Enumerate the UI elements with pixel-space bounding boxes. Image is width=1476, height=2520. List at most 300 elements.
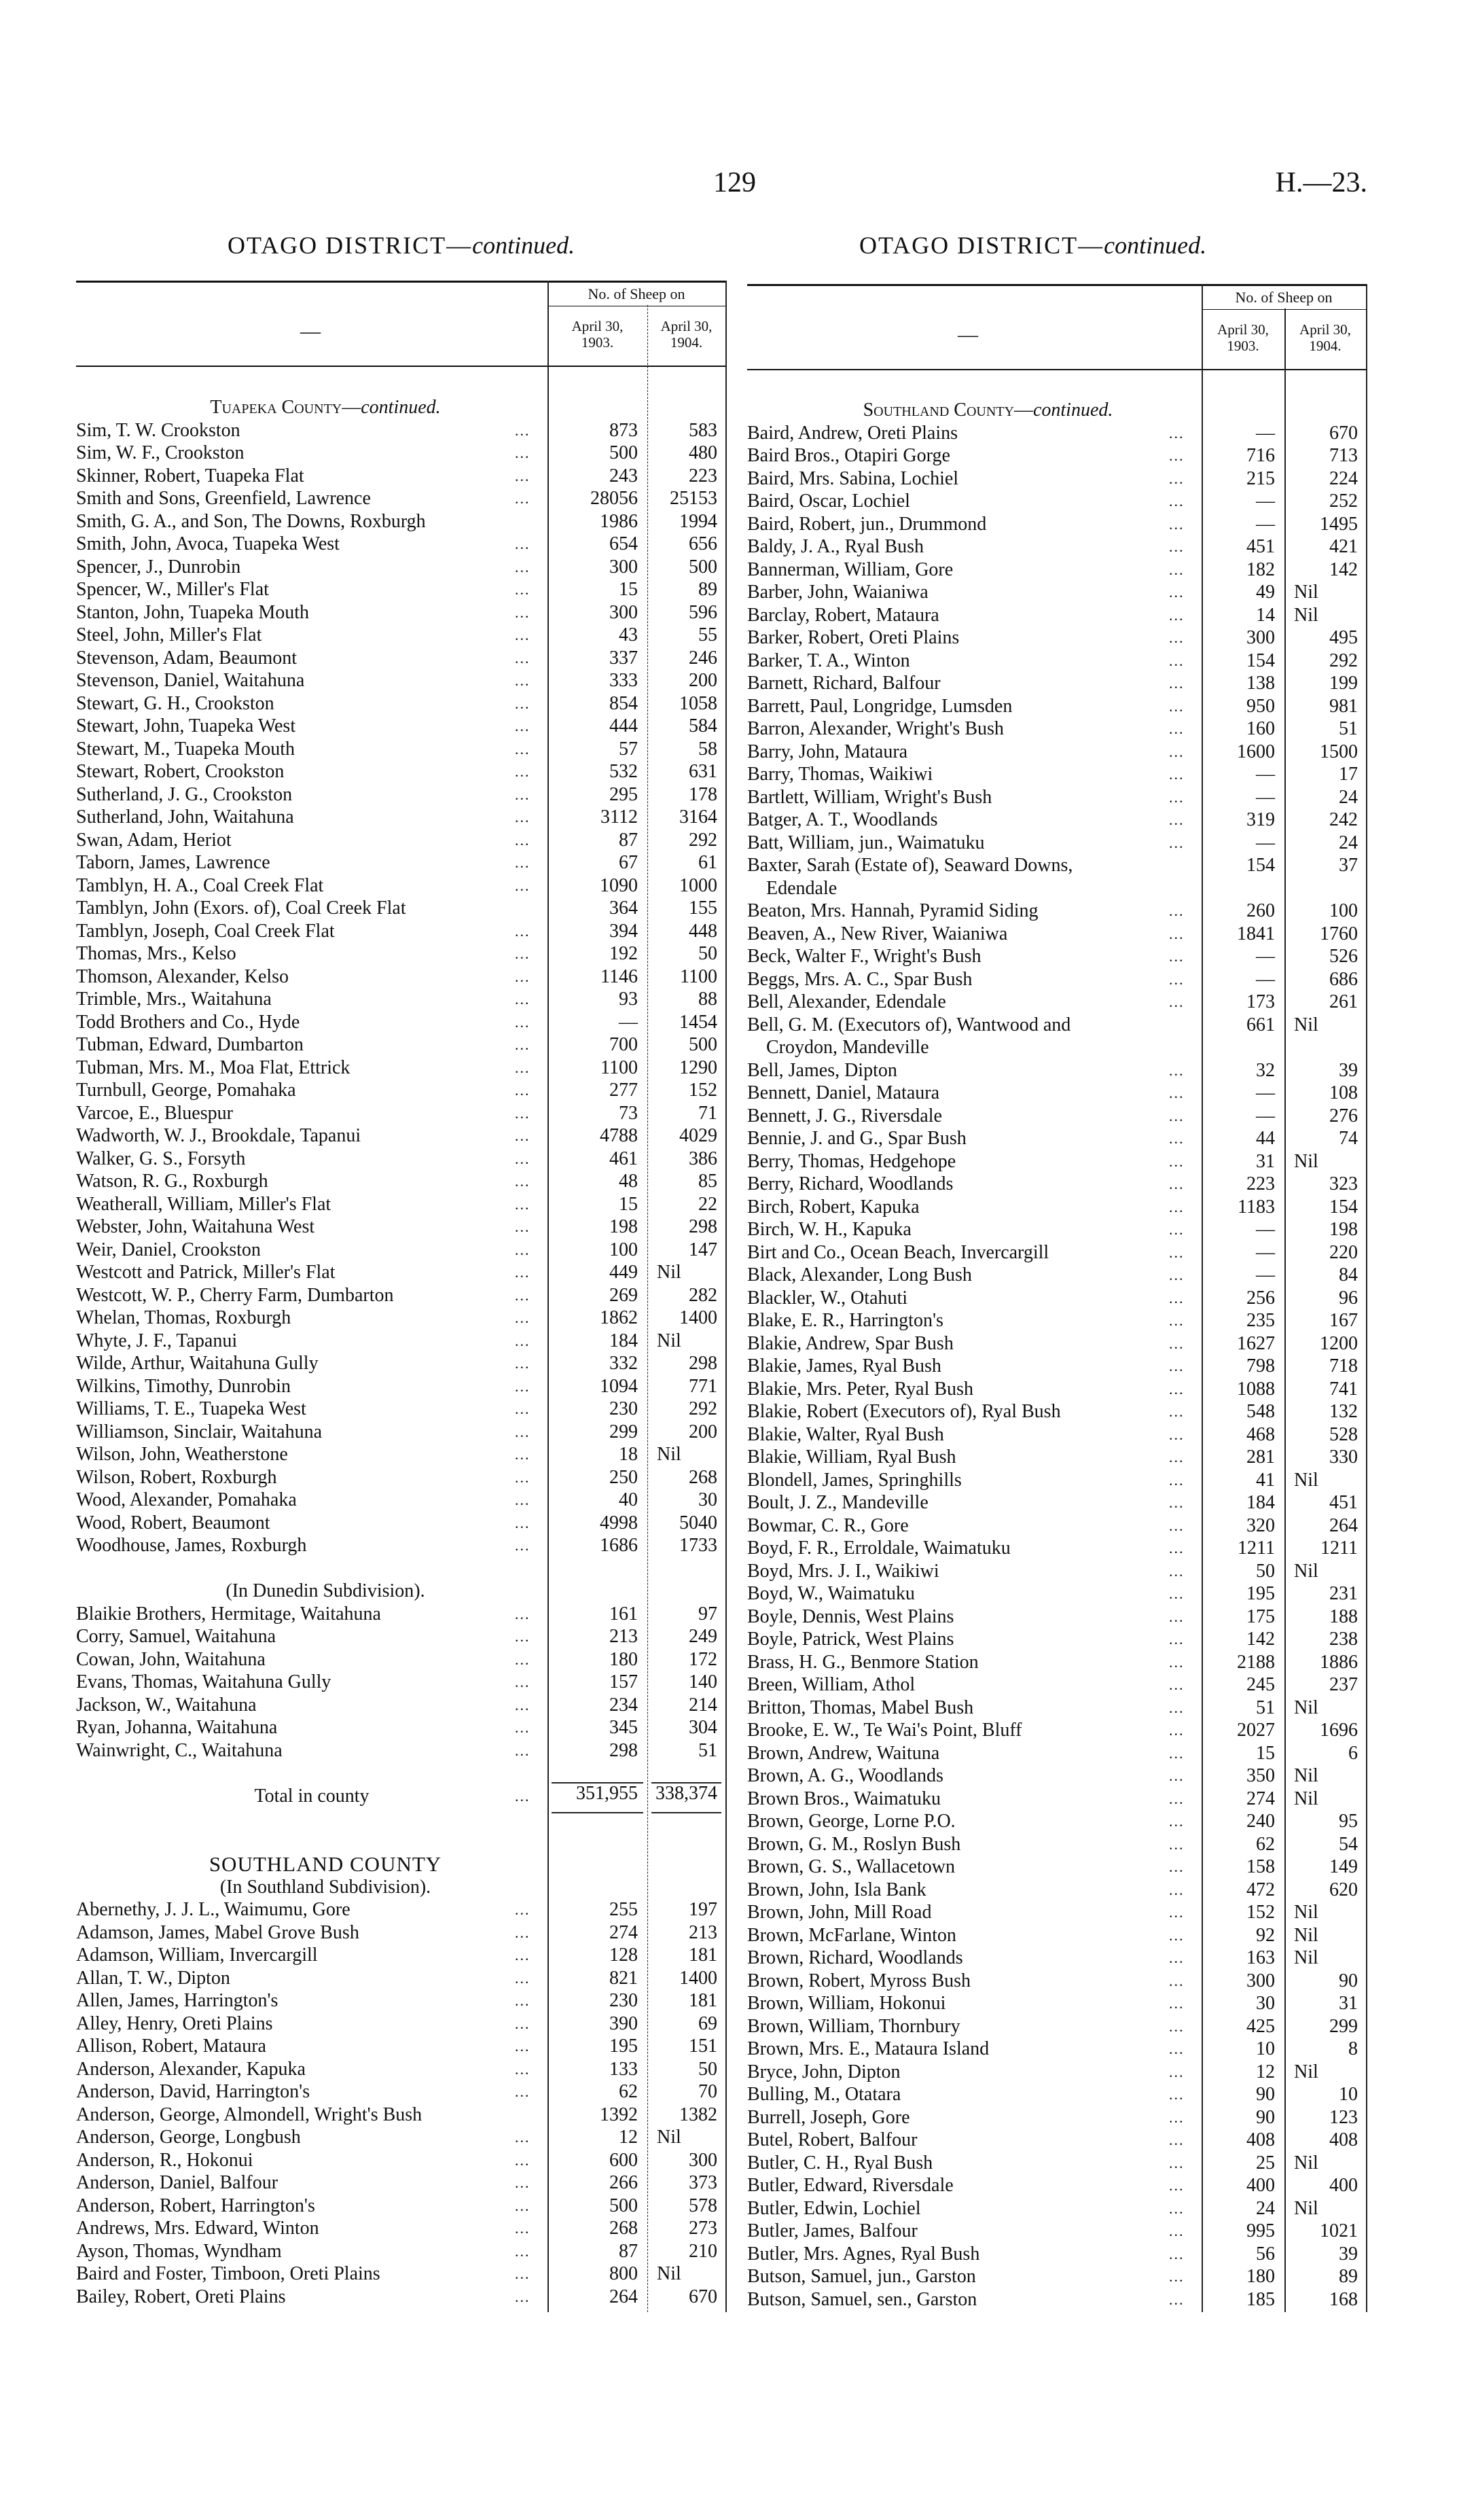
leader-dots: ... bbox=[515, 2242, 530, 2260]
table-row bbox=[76, 1625, 725, 1648]
sheep-1903: 1090 bbox=[600, 874, 638, 896]
leader-dots: ... bbox=[1169, 675, 1185, 692]
leader-dots: ... bbox=[1169, 1608, 1185, 1625]
entry-name bbox=[76, 1694, 547, 1717]
table-row bbox=[747, 2265, 1366, 2288]
leader-dots: ... bbox=[515, 1400, 530, 1417]
sheep-1904: 140 bbox=[689, 1671, 717, 1692]
table-row bbox=[747, 2129, 1366, 2152]
table-row bbox=[76, 669, 725, 692]
sheep-1904: 292 bbox=[1329, 650, 1358, 671]
table-row bbox=[76, 738, 725, 761]
holder-name: Woodhouse, James, Roxburgh bbox=[76, 1535, 307, 1556]
sheep-1904: 273 bbox=[689, 2218, 717, 2239]
entry-name bbox=[747, 1673, 1202, 1697]
sheep-1904: 1994 bbox=[679, 510, 717, 532]
holder-name: Wilson, John, Weatherstone bbox=[76, 1444, 288, 1465]
table-row bbox=[747, 1628, 1366, 1651]
table-row bbox=[747, 1833, 1366, 1856]
sheep-1904: 1211 bbox=[1320, 1538, 1358, 1559]
sheep-1904: 338,374 bbox=[655, 1782, 717, 1804]
sheep-1903: — bbox=[1256, 1105, 1275, 1126]
column-header-1904 bbox=[647, 307, 725, 364]
sheep-1904: 210 bbox=[689, 2240, 717, 2262]
table-row bbox=[747, 1537, 1366, 1560]
table-row bbox=[747, 604, 1366, 627]
leader-dots: ... bbox=[515, 1741, 530, 1759]
leader-dots: ... bbox=[1169, 1881, 1185, 1898]
table-row bbox=[76, 1989, 725, 2012]
sheep-1904: Nil bbox=[657, 2127, 681, 2148]
table-row bbox=[747, 1287, 1366, 1310]
entry-name bbox=[747, 626, 1202, 650]
table-row bbox=[76, 419, 725, 442]
holder-name: Boult, J. Z., Mandeville bbox=[747, 1492, 929, 1513]
table-row bbox=[747, 558, 1366, 582]
holder-name: Anderson, Daniel, Balfour bbox=[76, 2172, 278, 2193]
sheep-1903: 213 bbox=[609, 1626, 638, 1647]
sheep-1903: 500 bbox=[609, 442, 638, 463]
header-line: April 30, bbox=[1299, 321, 1351, 338]
holder-name: Wadworth, W. J., Brookdale, Tapanui bbox=[76, 1125, 361, 1146]
table-row bbox=[747, 2083, 1366, 2106]
sheep-1903: 87 bbox=[619, 829, 638, 851]
entry-name bbox=[76, 487, 547, 510]
column-header-1904 bbox=[1284, 310, 1366, 368]
leader-dots: ... bbox=[515, 809, 530, 826]
entry-name bbox=[747, 1378, 1202, 1401]
blank-row bbox=[76, 1830, 725, 1853]
entry-name bbox=[76, 1375, 547, 1398]
entry-name bbox=[76, 1239, 547, 1262]
table-row bbox=[747, 650, 1366, 673]
sheep-1904: Nil bbox=[1294, 1560, 1318, 1582]
sheep-1903: 62 bbox=[619, 2081, 638, 2102]
sheep-1903: 195 bbox=[609, 2036, 638, 2057]
entry-name bbox=[76, 1921, 547, 1945]
table-row bbox=[76, 2058, 725, 2081]
table-row bbox=[747, 1491, 1366, 1514]
table-row bbox=[747, 1673, 1366, 1697]
entry-name bbox=[747, 1697, 1202, 1720]
leader-dots: ... bbox=[515, 2129, 530, 2146]
table-row bbox=[76, 1307, 725, 1330]
sheep-1903: — bbox=[619, 1011, 638, 1033]
holder-name: Butler, C. H., Ryal Bush bbox=[747, 2152, 933, 2173]
sheep-1903: 154 bbox=[1246, 650, 1275, 671]
holder-name: Adamson, William, Invercargill bbox=[76, 1945, 318, 1966]
entry-name bbox=[76, 1057, 547, 1080]
sheep-1904: 771 bbox=[689, 1375, 717, 1397]
sheep-1903: 661 bbox=[1246, 1014, 1275, 1035]
table-row bbox=[747, 1355, 1366, 1378]
entry-name bbox=[747, 1264, 1202, 1287]
entry-name bbox=[76, 442, 547, 465]
holder-name: Jackson, W., Waitahuna bbox=[76, 1694, 257, 1716]
sheep-1904: 142 bbox=[1329, 558, 1358, 580]
leader-dots: ... bbox=[515, 831, 530, 849]
holder-name: Bryce, John, Dipton bbox=[747, 2061, 901, 2082]
table-row bbox=[747, 1992, 1366, 2015]
leader-dots: ... bbox=[1169, 1540, 1185, 1557]
table-row bbox=[747, 763, 1366, 786]
entry-name bbox=[747, 467, 1202, 491]
table-row bbox=[747, 1788, 1366, 1811]
table-row bbox=[747, 1150, 1366, 1173]
table-row bbox=[76, 1967, 725, 1990]
holder-name: Britton, Thomas, Mabel Bush bbox=[747, 1697, 974, 1718]
entry-name bbox=[747, 923, 1202, 946]
entry-name bbox=[76, 1625, 547, 1648]
sheep-1903: 995 bbox=[1246, 2220, 1275, 2241]
sheep-1903: 451 bbox=[1246, 536, 1275, 557]
table-row bbox=[76, 2149, 725, 2172]
leader-dots: ... bbox=[515, 2220, 530, 2237]
leader-dots: ... bbox=[1169, 1699, 1185, 1716]
sheep-1904: 495 bbox=[1329, 627, 1358, 648]
sheep-1903: — bbox=[1256, 1264, 1275, 1285]
entry-name bbox=[76, 806, 547, 829]
entry-name bbox=[747, 2243, 1202, 2266]
sheep-1904: Nil bbox=[1294, 1469, 1318, 1491]
sheep-1903: 48 bbox=[619, 1171, 638, 1192]
total-rule bbox=[651, 1782, 721, 1783]
leader-dots: ... bbox=[515, 444, 530, 461]
sheep-1904: 31 bbox=[1339, 1993, 1358, 2014]
holder-name: Butler, James, Balfour bbox=[747, 2220, 918, 2241]
sheep-1903: 43 bbox=[619, 624, 638, 645]
entry-name bbox=[76, 1876, 547, 1899]
sheep-1903: 1183 bbox=[1238, 1196, 1275, 1218]
sheep-1904: 84 bbox=[1339, 1264, 1358, 1285]
leader-dots: ... bbox=[515, 1150, 530, 1167]
holder-name: Sutherland, J. G., Crookston bbox=[76, 783, 293, 805]
table-row bbox=[76, 2104, 725, 2127]
table-row bbox=[747, 2061, 1366, 2084]
leader-dots: ... bbox=[515, 1264, 530, 1281]
leader-dots: ... bbox=[515, 1719, 530, 1736]
holder-name: Bailey, Robert, Oreti Plains bbox=[76, 2286, 286, 2307]
entry-name bbox=[76, 465, 547, 488]
holder-name: Boyd, W., Waimatuku bbox=[747, 1583, 915, 1604]
sheep-1904: Nil bbox=[1294, 1924, 1318, 1946]
sheep-1903: 93 bbox=[619, 989, 638, 1010]
leader-dots: ... bbox=[1169, 469, 1185, 487]
leader-dots: ... bbox=[515, 876, 530, 894]
entry-name bbox=[76, 1352, 547, 1375]
sheep-1904: 220 bbox=[1329, 1241, 1358, 1263]
sheep-1903: 198 bbox=[609, 1216, 638, 1237]
sheep-1904: 85 bbox=[698, 1171, 717, 1192]
holder-name: Tubman, Edward, Dumbarton bbox=[76, 1034, 304, 1055]
entry-name bbox=[747, 695, 1202, 718]
leader-dots: ... bbox=[515, 2083, 530, 2100]
entry-name bbox=[76, 851, 547, 874]
holder-name-continued: Edendale bbox=[766, 877, 838, 899]
entry-name bbox=[747, 558, 1202, 582]
holder-name: Boyle, Dennis, West Plains bbox=[747, 1605, 954, 1627]
leader-dots: ... bbox=[515, 763, 530, 780]
sheep-1903: 32 bbox=[1256, 1059, 1275, 1081]
holder-name: Stevenson, Adam, Beaumont bbox=[76, 647, 298, 669]
table-row bbox=[76, 1375, 725, 1398]
entry-name bbox=[76, 965, 547, 989]
sheep-1903: 100 bbox=[609, 1239, 638, 1260]
sheep-1903: 157 bbox=[609, 1671, 638, 1692]
entry-name bbox=[76, 1853, 547, 1876]
table-row bbox=[76, 624, 725, 647]
sheep-1903: 192 bbox=[609, 943, 638, 964]
entry-name bbox=[747, 1332, 1202, 1355]
table-row bbox=[76, 2035, 725, 2058]
holder-name: Abernethy, J. J. L., Waimumu, Gore bbox=[76, 1899, 350, 1920]
entry-name bbox=[76, 2058, 547, 2081]
sheep-1904: 718 bbox=[1329, 1355, 1358, 1377]
entry-name bbox=[76, 1603, 547, 1626]
holder-name: Wilson, Robert, Roxburgh bbox=[76, 1466, 277, 1488]
leader-dots: ... bbox=[515, 1195, 530, 1213]
entry-name bbox=[747, 945, 1202, 968]
leader-dots: ... bbox=[1169, 1516, 1185, 1534]
sheep-1904: 39 bbox=[1339, 2243, 1358, 2265]
holder-name: Spencer, W., Miller's Flat bbox=[76, 579, 269, 600]
entry-name bbox=[76, 2240, 547, 2263]
sheep-1903: 800 bbox=[609, 2263, 638, 2284]
sheep-1904: 58 bbox=[698, 738, 717, 760]
entry-name bbox=[747, 422, 1202, 445]
holder-name: Blakie, William, Ryal Bush bbox=[747, 1447, 956, 1468]
sheep-1903: 160 bbox=[1246, 718, 1275, 739]
leader-dots: ... bbox=[515, 1969, 530, 1987]
table-row bbox=[76, 920, 725, 943]
leader-dots: ... bbox=[1169, 1380, 1185, 1398]
sheep-1904: 181 bbox=[689, 1945, 717, 1966]
sheep-1903: 1686 bbox=[600, 1535, 638, 1556]
leader-dots: ... bbox=[515, 649, 530, 667]
table-row bbox=[747, 2243, 1366, 2266]
entry-name bbox=[747, 1309, 1202, 1332]
leader-dots: ... bbox=[1169, 515, 1185, 533]
leader-dots: ... bbox=[1169, 538, 1185, 555]
entry-name bbox=[747, 2083, 1202, 2106]
table-row bbox=[76, 2286, 725, 2309]
sheep-1903: 18 bbox=[619, 1444, 638, 1465]
entry-name bbox=[747, 1105, 1202, 1128]
sheep-1903: 15 bbox=[619, 1193, 638, 1215]
entry-name bbox=[76, 419, 547, 442]
holder-name: Butel, Robert, Balfour bbox=[747, 2129, 918, 2150]
leader-dots: ... bbox=[515, 1992, 530, 2009]
leader-dots: ... bbox=[1169, 2222, 1185, 2239]
table-row bbox=[747, 1879, 1366, 1902]
section-heading bbox=[76, 1876, 725, 1899]
entry-name bbox=[76, 1215, 547, 1239]
entry-name bbox=[76, 715, 547, 738]
entry-name bbox=[76, 1079, 547, 1102]
sheep-1904: 39 bbox=[1339, 1059, 1358, 1081]
sheep-1903: 73 bbox=[619, 1102, 638, 1124]
leader-dots: ... bbox=[1169, 1084, 1185, 1101]
sheep-1904: 6 bbox=[1348, 1742, 1358, 1764]
table-row bbox=[747, 1196, 1366, 1219]
sheep-1903: 185 bbox=[1246, 2288, 1275, 2310]
sheep-1903: 182 bbox=[1246, 558, 1275, 580]
leader-dots: ... bbox=[515, 1901, 530, 1918]
leader-dots: ... bbox=[1169, 2154, 1185, 2171]
sheep-1904: 51 bbox=[1339, 718, 1358, 739]
sheep-1903: 1146 bbox=[600, 965, 638, 987]
holder-name: Trimble, Mrs., Waitahuna bbox=[76, 989, 272, 1010]
holder-name: Blaikie Brothers, Hermitage, Waitahuna bbox=[76, 1603, 381, 1625]
entry-name bbox=[747, 513, 1202, 536]
leader-dots: ... bbox=[515, 694, 530, 712]
table-row bbox=[747, 1218, 1366, 1241]
sheep-1904: 152 bbox=[689, 1080, 717, 1101]
table-row bbox=[747, 1309, 1366, 1332]
leader-dots: ... bbox=[1169, 2290, 1185, 2308]
holder-name: Barnett, Richard, Balfour bbox=[747, 673, 941, 694]
sheep-1904: 292 bbox=[689, 1398, 717, 1419]
table-row bbox=[76, 2195, 725, 2218]
sheep-1904: 199 bbox=[1329, 673, 1358, 694]
leader-dots: ... bbox=[1169, 902, 1185, 919]
sheep-1903: 161 bbox=[609, 1603, 638, 1625]
table-row bbox=[747, 968, 1366, 991]
holder-name: Bennie, J. and G., Spar Bush bbox=[747, 1128, 967, 1149]
page-number: 129 bbox=[713, 167, 756, 198]
leader-dots: ... bbox=[515, 1947, 530, 1964]
table-row bbox=[747, 923, 1366, 946]
leader-dots: ... bbox=[515, 1355, 530, 1372]
sheep-1903: 854 bbox=[609, 692, 638, 714]
table-row bbox=[76, 1398, 725, 1421]
holder-name: Smith, G. A., and Son, The Downs, Roxburgh bbox=[76, 510, 426, 532]
sheep-1903: 30 bbox=[1256, 1993, 1275, 2014]
leader-dots: ... bbox=[515, 991, 530, 1008]
sheep-1903: 350 bbox=[1246, 1765, 1275, 1786]
leader-dots: ... bbox=[515, 2265, 530, 2282]
leader-dots: ... bbox=[515, 1309, 530, 1326]
table-row bbox=[76, 1057, 725, 1080]
entry-name bbox=[76, 2195, 547, 2218]
entry-name bbox=[747, 900, 1202, 923]
sheep-1904: 155 bbox=[689, 898, 717, 919]
sheep-1903: — bbox=[1256, 513, 1275, 535]
sheep-1903: 240 bbox=[1246, 1811, 1275, 1832]
leader-dots: ... bbox=[515, 603, 530, 621]
sheep-1904: 132 bbox=[1329, 1401, 1358, 1422]
holder-name: Boyd, Mrs. J. I., Waikiwi bbox=[747, 1560, 939, 1582]
sheep-1903: 223 bbox=[1246, 1173, 1275, 1194]
sheep-1904: 670 bbox=[689, 2286, 717, 2307]
holder-name: Bennett, J. G., Riversdale bbox=[747, 1105, 942, 1126]
entry-name bbox=[747, 2197, 1202, 2220]
sheep-1903: 195 bbox=[1246, 1583, 1275, 1604]
leader-dots: ... bbox=[515, 2060, 530, 2078]
entry-name bbox=[747, 991, 1202, 1014]
column-rule bbox=[725, 281, 727, 2312]
leader-dots: ... bbox=[515, 1537, 530, 1554]
holder-name: Birch, W. H., Kapuka bbox=[747, 1219, 912, 1240]
entry-name bbox=[76, 692, 547, 715]
sheep-1903: 264 bbox=[609, 2286, 638, 2307]
district-title-right bbox=[859, 231, 1206, 260]
holder-name: Boyle, Patrick, West Plains bbox=[747, 1629, 954, 1650]
entry-name bbox=[747, 2265, 1202, 2288]
holder-name: Weir, Daniel, Crookston bbox=[76, 1239, 261, 1260]
table-row bbox=[76, 1170, 725, 1193]
title-main: OTAGO DISTRICT— bbox=[228, 232, 473, 259]
leader-dots: ... bbox=[1169, 1152, 1185, 1170]
sheep-1904: Nil bbox=[1294, 582, 1318, 603]
sheep-1904: 88 bbox=[698, 989, 717, 1010]
table-row bbox=[747, 1014, 1366, 1059]
sheep-1904: 282 bbox=[689, 1284, 717, 1306]
sheep-1904: 1760 bbox=[1320, 923, 1358, 944]
table-row bbox=[747, 2152, 1366, 2175]
sheep-1904: Nil bbox=[657, 1444, 681, 1465]
sheep-1904: 54 bbox=[1339, 1833, 1358, 1855]
leader-dots: ... bbox=[1169, 1835, 1185, 1853]
holder-name: Stewart, G. H., Crookston bbox=[76, 692, 274, 714]
entry-name bbox=[76, 1466, 547, 1489]
sheep-1903: 92 bbox=[1256, 1924, 1275, 1946]
sheep-1904: 214 bbox=[689, 1694, 717, 1716]
entry-name bbox=[76, 1421, 547, 1444]
sheep-1903: 15 bbox=[619, 579, 638, 600]
table-row bbox=[747, 1764, 1366, 1788]
table-row bbox=[76, 1215, 725, 1239]
leader-dots: ... bbox=[1169, 1175, 1185, 1192]
sheep-1903: 1088 bbox=[1237, 1378, 1275, 1400]
sheep-1903: 255 bbox=[609, 1899, 638, 1920]
table-row bbox=[747, 991, 1366, 1014]
sheep-1903: 158 bbox=[1246, 1856, 1275, 1877]
sheep-1904: 147 bbox=[689, 1239, 717, 1260]
leader-dots: ... bbox=[515, 1173, 530, 1190]
total-rule bbox=[552, 1782, 643, 1783]
table-row bbox=[747, 809, 1366, 832]
table-row bbox=[747, 1970, 1366, 1993]
entry-name bbox=[76, 2171, 547, 2195]
leader-dots: ... bbox=[515, 1286, 530, 1304]
sheep-1903: 62 bbox=[1256, 1833, 1275, 1855]
entry-name bbox=[747, 2288, 1202, 2311]
leader-dots: ... bbox=[1169, 1449, 1185, 1466]
table-row bbox=[747, 1605, 1366, 1629]
leader-dots: ... bbox=[1169, 1107, 1185, 1124]
holder-name: Butson, Samuel, sen., Garston bbox=[747, 2288, 977, 2310]
sheep-1903: 2027 bbox=[1237, 1720, 1275, 1741]
sheep-1903: 300 bbox=[1246, 1970, 1275, 1991]
sheep-1903: 1627 bbox=[1237, 1332, 1275, 1354]
holder-name: Williamson, Sinclair, Waitahuna bbox=[76, 1421, 323, 1442]
entry-name bbox=[76, 624, 547, 647]
sheep-1903: 472 bbox=[1246, 1879, 1275, 1900]
sheep-1903: 345 bbox=[609, 1717, 638, 1738]
entry-name bbox=[76, 1261, 547, 1284]
entry-name bbox=[747, 1400, 1202, 1423]
leader-dots: ... bbox=[515, 2197, 530, 2214]
table-row bbox=[747, 626, 1366, 650]
name-column-header: — bbox=[300, 320, 321, 342]
sheep-1904: 51 bbox=[698, 1739, 717, 1761]
leader-dots: ... bbox=[1169, 1130, 1185, 1147]
table-row bbox=[747, 1400, 1366, 1423]
sheep-1903: — bbox=[1256, 1219, 1275, 1240]
sheep-1904: Nil bbox=[657, 2263, 681, 2284]
sheep-1904: 69 bbox=[698, 2012, 717, 2034]
